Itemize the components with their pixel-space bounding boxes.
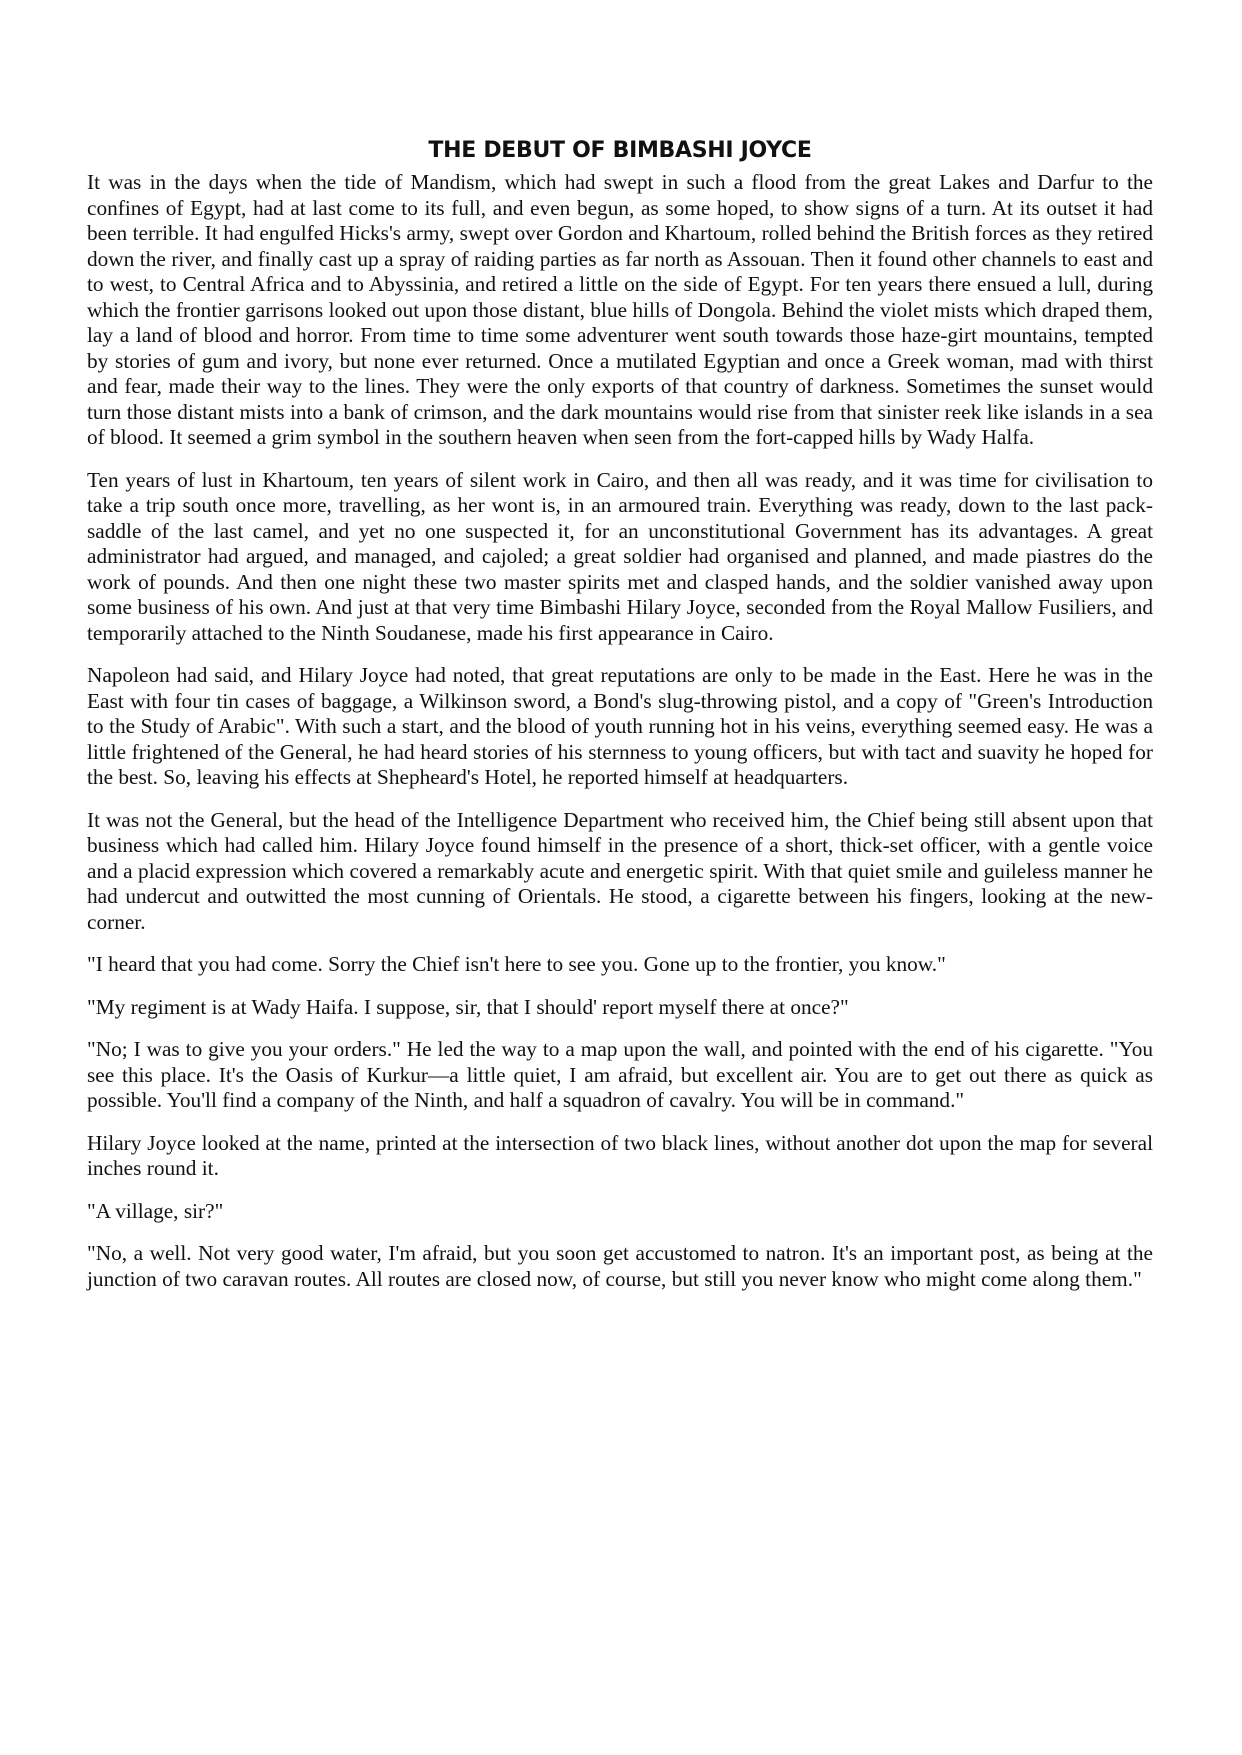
paragraph: Napoleon had said, and Hilary Joyce had noted, that great reputations are only to be made in the East. Here he was in the East with four tin cases of baggage, a Wilkinson sword, a Bond's slug-throwing pistol, and a copy of "Green's Introduction to the Study of Arabic". With such a start, and the blood of youth running hot in his veins, everything seemed easy. He was a little frightened of the General, he had heard stories of his sternness to young officers, but with tact and suavity he hoped for the best. So, leaving his effects at Shepheard's Hotel, he reported himself at headquarters. [87,663,1153,789]
paragraph: "I heard that you had come. Sorry the Chief isn't here to see you. Gone up to the frontier, you know." [87,952,946,976]
paragraph: Ten years of lust in Khartoum, ten years of silent work in Cairo, and then all was ready, and it was time for civilisation to take a trip south once more, travelling, as her wont is, in an armoured train. Everything was ready, down to the last pack-saddle of the last camel, and yet no one suspected it, for an unconstitutional Government has its advantages. A great administrator had argued, and managed, and cajoled; a great soldier had organised and planned, and made piastres do the work of pounds. And then one night these two master spirits met and clasped hands, and the soldier vanished away upon some business of his own. And just at that very time Bimbashi Hilary Joyce, seconded from the Royal Mallow Fusiliers, and temporarily attached to the Ninth Soudanese, made his first appearance in Cairo. [87,467,1153,645]
paragraph: "My regiment is at Wady Haifa. I suppose, sir, that I should' report myself there at once?" [87,994,849,1019]
paragraph: "A village, sir?" [87,1198,224,1223]
paragraph: Hilary Joyce looked at the name, printed at the intersection of two black lines, without another dot upon the map for several inches round it. [87,1130,1153,1180]
document-title: THE DEBUT OF BIMBASHI JOYCE [428,138,812,163]
paragraph: It was in the days when the tide of Mandism, which had swept in such a flood from the great Lakes and Darfur to the confines of Egypt, had at last come to its full, and even begun, as some hoped, to show signs of a turn. At its outset it had been terrible. It had engulfed Hicks's army, swept over Gordon and Khartoum, rolled behind the British forces as they retired down the river, and finally cast up a spray of raiding parties as far north as Assouan. Then it found other channels to east and to west, to Central Africa and to Abyssinia, and retired a little on the side of Egypt. For ten years there ensued a lull, during which the frontier garrisons looked out upon those distant, blue hills of Dongola. Behind the violet mists which draped them, lay a land of blood and horror. From time to time some adventurer went south towards those haze-girt mountains, tempted by stories of gum and ivory, but none ever returned. Once a mutilated Egyptian and once a Greek woman, mad with thirst and fear, made their way to the lines. They were the only exports of that country of darkness. Sometimes the sunset would turn those distant mists into a bank of crimson, and the dark mountains would rise from that sinister reek like islands in a sea of blood. It seemed a grim symbol in the southern heaven when seen from the fort-capped hills by Wady Halfa. [87,170,1153,449]
paragraph: "No, a well. Not very good water, I'm afraid, but you soon get accustomed to natron. It's an important post, as being at the junction of two caravan routes. All routes are closed now, of course, but still you never know who might come along them." [87,1241,1153,1291]
paragraph: It was not the General, but the head of the Intelligence Department who received him, the Chief being still absent upon that business which had called him. Hilary Joyce found himself in the presence of a short, thick-set officer, with a gentle voice and a placid expression which covered a remarkably acute and energetic spirit. With that quiet smile and guileless manner he had undercut and outwitted the most cunning of Orientals. He stood, a cigarette between his fingers, looking at the new-corner. [87,807,1153,934]
document-page [87,136,1153,1309]
paragraph: "No; I was to give you your orders." He led the way to a map upon the wall, and pointed with the end of his cigarette. "You see this place. It's the Oasis of Kurkur—a little quiet, I am afraid, but excellent air. You are to get out there as quick as possible. You'll find a company of the Ninth, and half a squadron of cavalry. You will be in command." [87,1037,1153,1112]
